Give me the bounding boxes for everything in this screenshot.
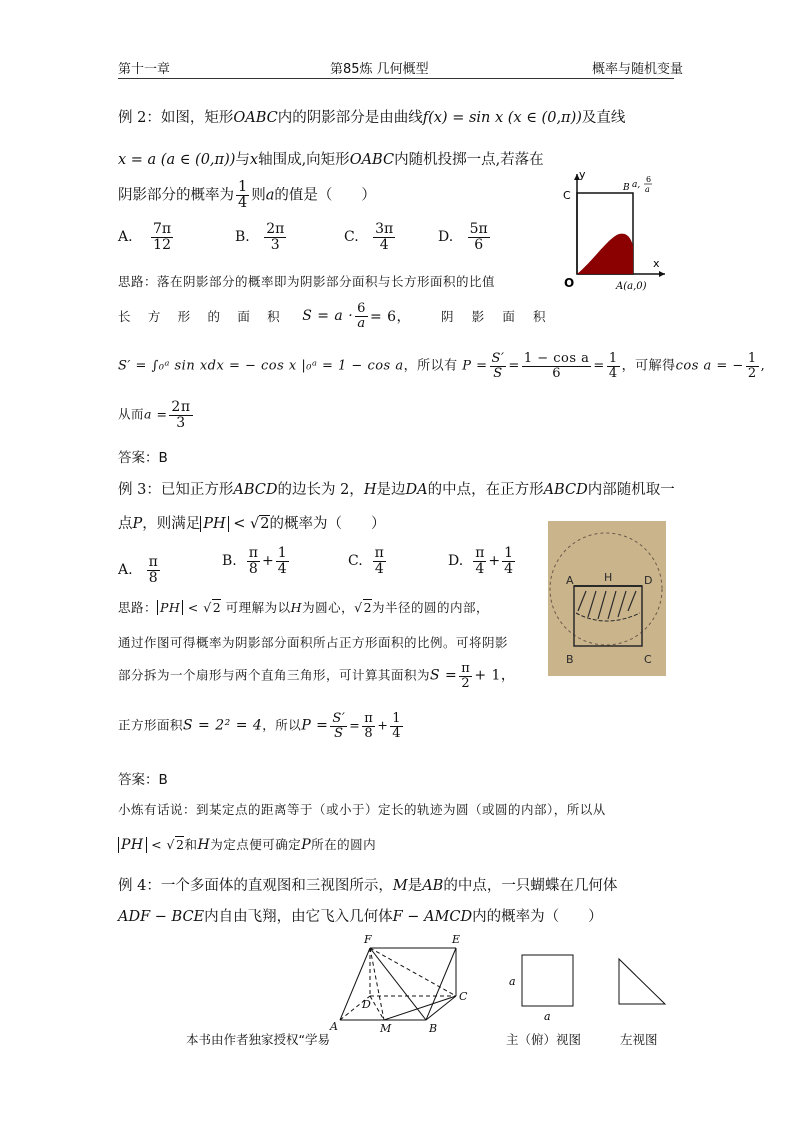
ex3-option-b: B. $\frac{\pi}{8}$ + $\frac{1}{4}$ [222, 545, 287, 577]
ex2-hint1: 思路：落在阴影部分的概率即为阴影部分面积与长方形面积的比值 [118, 274, 496, 289]
ex2-hint3: S′ = ∫₀ᵃ sin xdx = − cos x |₀ᵃ = 1 − cos a，所以有 P = $\frac{S'}{S}$ = $\frac{\text{1 − cos a}}{6}$ = $\frac{1}{4}$ ，可解得cos a = − $\frac{1}{2}$ , [118, 351, 766, 381]
ex3-remark2: PH < √2和H为定点便可确定P所在的圆内 [118, 835, 376, 853]
label-b: B [429, 1022, 438, 1035]
front-view-caption: 主（俯）视图 [506, 1032, 582, 1047]
view-a-left: a [509, 975, 516, 988]
b-coord-num: 6 [646, 175, 652, 184]
label-d: D [644, 574, 653, 587]
ex2-line2: x = a (a ∈ (0,π))与x轴围成,向矩形OABC内随机投掷一点,若落在 [118, 152, 544, 168]
label-c: C [644, 653, 652, 666]
ex2-line1: 例 2：如图，矩形OABC内的阴影部分是由曲线f(x) = sin x (x ∈ (0,π))及直线 [118, 110, 626, 126]
ex2-answer: 答案：B [118, 450, 168, 466]
front-view-square [522, 955, 573, 1006]
ex2-option-c: C. $\frac{3\pi}{4}$ [344, 221, 394, 253]
label-c: C [459, 990, 468, 1003]
label-f: F [364, 933, 372, 946]
ex3-option-a: A. $\frac{\pi}{8}$ [118, 554, 158, 586]
ex2-option-a: A. $\frac{7\pi}{12}$ [118, 221, 172, 253]
shaded-region [577, 234, 633, 274]
ex3-option-c: C. $\frac{\pi}{4}$ [348, 545, 384, 577]
footer-note: 本书由作者独家授权“学易 [186, 1032, 330, 1047]
label-a: A [566, 574, 574, 587]
c-label: C [563, 189, 571, 202]
label-e: E [452, 933, 461, 946]
ex2-hint4: 从而a = $\frac{2\pi}{3}$ [118, 399, 191, 431]
dashed-circle [550, 533, 662, 645]
b-coord-den: a [645, 185, 650, 194]
ex2-line3: 阴影部分的概率为 $\frac{1}{4}$ 则a的值是（ ） [118, 179, 376, 212]
ex3-hint2: 通过作图可得概率为阴影部分面积所占正方形面积的比例。可将阴影 [118, 635, 509, 650]
chapter-label: 第十一章 [118, 62, 171, 77]
ex3-line1: 例 3：已知正方形ABCD的边长为 2，H是边DA的中点，在正方形ABCD内部随机取一 [118, 482, 675, 498]
ex2-option-b: B. $\frac{2\pi}{3}$ [235, 221, 285, 253]
ex4-line1: 例 4：一个多面体的直观图和三视图所示，M是AB的中点，一只蝴蝶在几何体 [118, 878, 618, 894]
b-label: B [623, 183, 630, 193]
ex3-line2: 点P，则满足 PH < √2的概率为（ ） [118, 516, 386, 532]
ex4-views [500, 945, 680, 1025]
view-a-bottom: a [544, 1010, 551, 1023]
hatching [578, 591, 636, 619]
ex3-hint4: 正方形面积S = 2² = 4，所以P = $\frac{S'}{S}$ = $\frac{\pi}{8}$ + $\frac{1}{4}$ [118, 711, 402, 741]
a-label: A(a,0) [616, 281, 647, 292]
ex4-line2: ADF − BCE内自由飞翔，由它飞入几何体F − AMCD内的概率为（ ） [118, 909, 603, 925]
ex4-polyhedron [326, 930, 476, 1040]
ex2-figure [553, 166, 673, 296]
label-h: H [604, 571, 613, 584]
label-a: A [330, 1020, 338, 1033]
ex3-photo-drawing [548, 521, 666, 676]
ex3-option-d: D. $\frac{\pi}{4}$ + $\frac{1}{4}$ [448, 545, 514, 577]
ex3-photo [548, 521, 666, 676]
y-label: y [579, 168, 586, 181]
ex2-option-d: D. $\frac{5\pi}{6}$ [438, 221, 488, 253]
b-coord-a: a, [632, 180, 641, 190]
ex3-hint3: 部分拆为一个扇形与两个直角三角形，可计算其面积为S = $\frac{\pi}{2}$ + 1， [118, 661, 516, 691]
ex3-answer: 答案：B [118, 772, 168, 788]
label-b: B [566, 653, 574, 666]
o-label: O [564, 276, 575, 290]
ex3-hint1: 思路： PH < √2 可理解为以H为圆心，√2为半径的圆的内部， [118, 600, 490, 615]
topic-label: 概率与随机变量 [592, 62, 684, 77]
side-view-triangle [619, 959, 665, 1004]
label-m: M [380, 1022, 392, 1035]
x-label: x [653, 257, 660, 270]
label-d: D [362, 998, 371, 1011]
header-rule [118, 78, 674, 79]
x-axis-arrow [659, 271, 665, 277]
ex2-hint2: 长 方 形 的 面 积 S = a · $\frac{6}{a}$ = 6， 阴 影 面 积 [118, 301, 546, 331]
ex3-remark1: 小炼有话说：到某定点的距离等于（或小于）定长的轨迹为圆（或圆的内部），所以从 [118, 802, 606, 817]
side-view-caption: 左视图 [620, 1032, 658, 1047]
lesson-title: 第85炼 几何概型 [330, 62, 429, 77]
